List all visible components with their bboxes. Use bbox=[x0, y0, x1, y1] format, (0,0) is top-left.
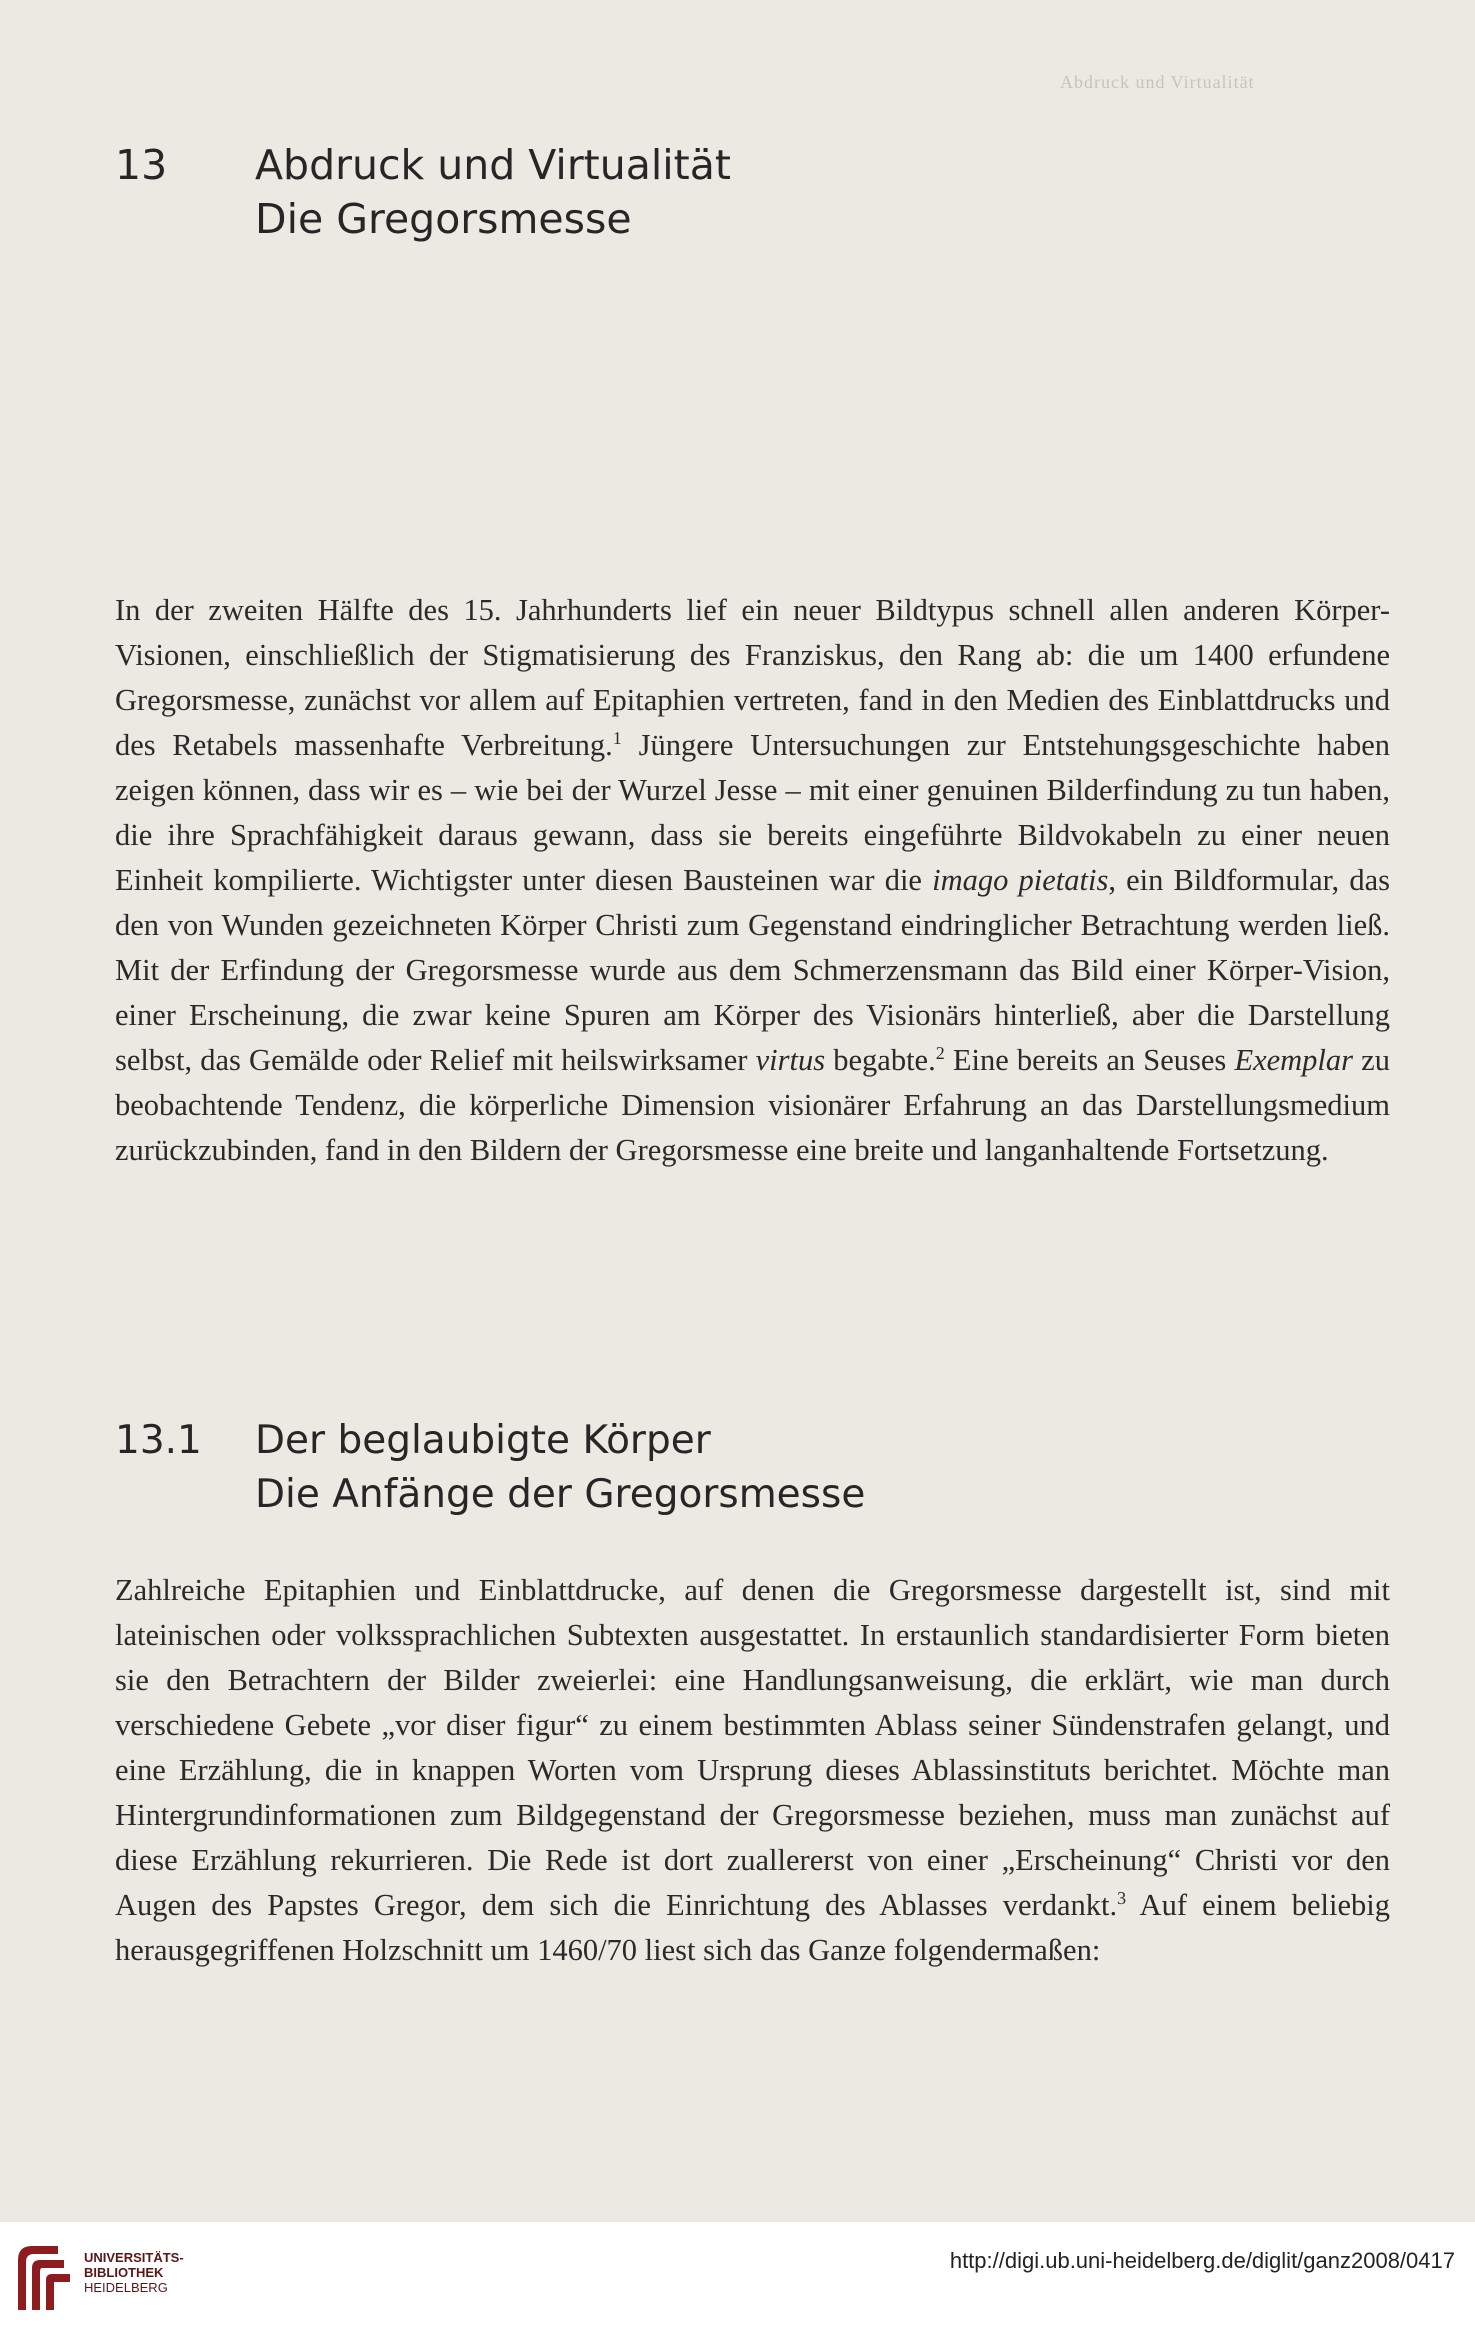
paragraph-intro bbox=[115, 588, 1390, 1173]
footnote-ref: 3 bbox=[1117, 1887, 1127, 1908]
running-head: Abdruck und Virtualität bbox=[1060, 72, 1255, 92]
chapter-heading bbox=[115, 138, 731, 246]
text-span: Auf einem beliebig herausgegriffenen Holzschnitt um 1460/70 liest sich das Ganze folgendermaßen: bbox=[115, 1888, 1390, 1967]
source-url-link[interactable]: http://digi.ub.uni-heidelberg.de/diglit/ganz2008/0417 bbox=[949, 2248, 1455, 2273]
paragraph-section bbox=[115, 1568, 1390, 1973]
library-name-line: BIBLIOTHEK bbox=[84, 2265, 164, 2280]
library-name-line: UNIVERSITÄTS- bbox=[84, 2250, 184, 2265]
text-span: In der zweiten Hälfte des 15. Jahrhunderts lief ein neuer Bildtypus schnell allen anderen Körper-Visionen, einschließlich der Stigmatisierung des Franziskus, den Rang ab: die um 1400 erfundene Gregorsmesse, zunächst vor allem auf Epitaphien vertreten, fand in den Medien des Einblattdrucks und des Retabels massenhafte Verbreitung. bbox=[115, 593, 1390, 762]
italic-term: imago pietatis bbox=[932, 863, 1109, 897]
library-logo-icon[interactable] bbox=[14, 2240, 72, 2312]
chapter-number: 13 bbox=[115, 141, 168, 189]
text-span: Zahlreiche Epitaphien und Einblattdrucke, auf denen die Gregorsmesse dargestellt ist, sind mit lateinischen oder volkssprachlichen Subtexten ausgestattet. In erstaunlich standardisierter Form bieten sie den Betrachtern der Bilder zweierlei: eine Handlungsanweisung, die erklärt, wie man durch verschiedene Gebete „vor diser figur“ zu einem bestimmten Ablass seiner Sündenstrafen gelangt, und eine Erzählung, die in knappen Worten vom Ursprung dieses Ablassinstituts berichtet. Möchte man Hintergrundinformationen zum Bildgegenstand der Gregorsmesse beziehen, muss man zunächst auf diese Erzählung rekurrieren. Die Rede ist dort zuallererst von einer „Erscheinung“ Christi vor den Augen des Papstes Gregor, dem sich die Einrichtung des Ablasses verdankt. bbox=[115, 1573, 1390, 1922]
footer-bar bbox=[0, 2222, 1475, 2326]
library-name-line: HEIDELBERG bbox=[84, 2280, 168, 2295]
text-span: Jüngere Untersuchungen zur Entstehungsgeschichte haben zeigen können, dass wir es – wie bei der Wurzel Jesse – mit einer genuinen Bilderfindung zu tun haben, die ihre Sprachfähigkeit daraus gewann, dass sie bereits eingeführte Bildvokabeln zu einer neuen Einheit kompilierte. Wichtigster unter diesen Bausteinen war die bbox=[115, 728, 1390, 897]
text-span: , ein Bildformular, das den von Wunden gezeichneten Körper Christi zum Gegenstand eindringlicher Betrachtung werden ließ. Mit der Erfindung der Gregorsmesse wurde aus dem Schmerzensmann das Bild einer Körper-Vision, einer Erscheinung, die zwar keine Spuren am Körper des Visionärs hinterließ, aber die Darstellung selbst, das Gemälde oder Relief mit heilswirksamer bbox=[115, 863, 1390, 1077]
footnote-ref: 1 bbox=[612, 727, 622, 748]
footnote-ref: 2 bbox=[935, 1042, 945, 1063]
chapter-title: Abdruck und Virtualität bbox=[255, 141, 731, 189]
section-heading bbox=[115, 1414, 865, 1522]
section-subtitle: Die Anfänge der Gregorsmesse bbox=[255, 1472, 866, 1517]
section-number: 13.1 bbox=[115, 1418, 202, 1463]
section-title: Der beglaubigte Körper bbox=[255, 1418, 711, 1463]
chapter-subtitle: Die Gregorsmesse bbox=[255, 195, 632, 243]
italic-term: Exemplar bbox=[1234, 1043, 1354, 1077]
text-span: zu beobachtende Tendenz, die körperliche Dimension visionärer Erfahrung an das Darstellungsmedium zurückzubinden, fand in den Bildern der Gregorsmesse eine breite und langanhaltende Fortsetzung. bbox=[115, 1043, 1390, 1167]
italic-term: virtus bbox=[755, 1043, 826, 1077]
library-name bbox=[84, 2250, 184, 2295]
text-span: begabte. bbox=[825, 1043, 936, 1077]
text-span: Eine bereits an Seuses bbox=[944, 1043, 1235, 1077]
